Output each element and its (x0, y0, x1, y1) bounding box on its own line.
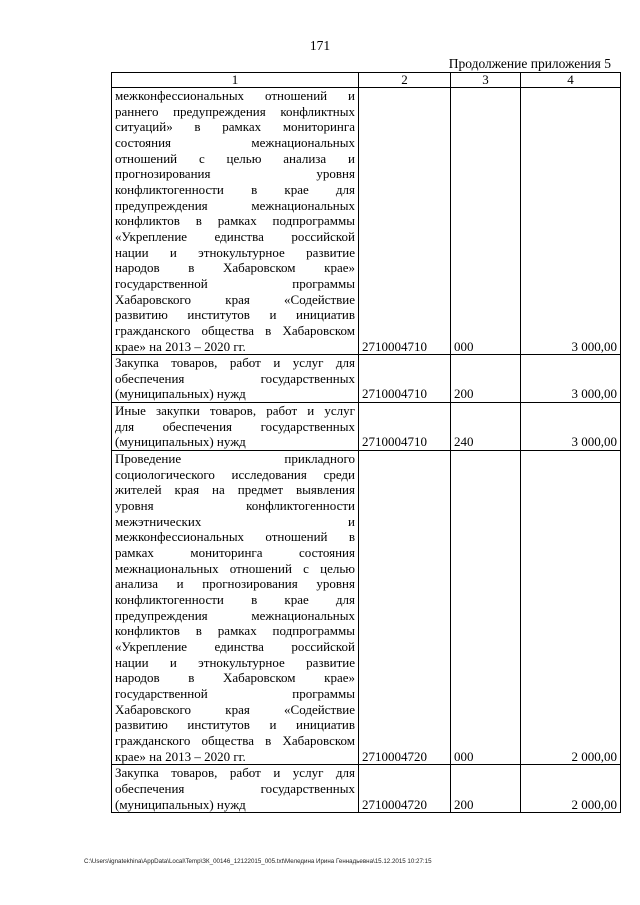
description-line: анализа и прогнозирования уровня (115, 576, 355, 592)
target-article-code: 2710004710 (359, 88, 451, 355)
table-header-row (112, 73, 621, 88)
description-line: межэтнических и (115, 513, 355, 529)
appendix-continuation-label: Продолжение приложения 5 (448, 56, 611, 71)
description-line: предупреждения межнациональных (115, 607, 355, 623)
description-line: отношений с целью анализа и (115, 150, 355, 166)
table-row (112, 355, 621, 403)
description-line: обеспечения государственных (115, 370, 355, 386)
description-line: жителей края на предмет выявления (115, 482, 355, 498)
description-line: конфликтогенности в крае для (115, 592, 355, 607)
budget-table (111, 72, 621, 813)
description-line: «Укрепление единства российской (115, 638, 355, 654)
description-line: Иные закупки товаров, работ и услуг (115, 403, 355, 419)
item-description (112, 403, 359, 451)
description-line: уровня конфликтогенности (115, 498, 355, 514)
description-line: социологического исследования среди (115, 466, 355, 482)
expense-type-code: 200 (451, 355, 521, 403)
description-line: крае» на 2013 – 2020 гг. (115, 338, 246, 354)
description-line: конфликтогенности в крае для (115, 181, 355, 197)
column-header-3: 3 (451, 73, 521, 88)
description-line: народов в Хабаровском крае» (115, 670, 355, 686)
description-line: конфликтов в рамках подпрограммы (115, 213, 355, 229)
description-line: Закупка товаров, работ и услуг для (115, 355, 355, 371)
file-path-footer: C:\Users\ignatekhina\AppData\Local\Temp\ЗК_00146_12122015_005.txt\Меледина Ирина Геннадьевна\15.12.2015 10:27:15 (84, 858, 432, 865)
target-article-code: 2710004720 (359, 451, 451, 765)
description-line: межконфессиональных отношений в (115, 529, 355, 545)
description-line: раннего предупреждения конфликтных (115, 103, 355, 119)
description-line: (муниципальных) нужд (115, 434, 246, 450)
amount-value: 2 000,00 (521, 765, 621, 813)
description-line: гражданского общества в Хабаровском (115, 322, 355, 338)
item-description (112, 451, 359, 765)
amount-value: 3 000,00 (521, 355, 621, 403)
description-line: межнациональных отношений с целью (115, 560, 355, 576)
column-header-2: 2 (359, 73, 451, 88)
table-row (112, 451, 621, 765)
table-row (112, 765, 621, 813)
description-line: Хабаровского края «Содействие (115, 291, 355, 307)
description-line: (муниципальных) нужд (115, 796, 246, 812)
amount-value: 3 000,00 (521, 403, 621, 451)
target-article-code: 2710004710 (359, 403, 451, 451)
expense-type-code: 240 (451, 403, 521, 451)
expense-type-code: 200 (451, 765, 521, 813)
description-line: предупреждения межнациональных (115, 197, 355, 213)
description-line: Проведение прикладного (115, 451, 355, 467)
description-line: обеспечения государственных (115, 780, 355, 796)
table-row (112, 403, 621, 451)
column-header-1: 1 (112, 73, 359, 88)
description-line: развитию институтов и инициатив (115, 307, 355, 323)
description-line: рамках мониторинга состояния (115, 545, 355, 561)
page-number: 171 (309, 38, 331, 53)
description-line: ситуаций» в рамках мониторинга (115, 119, 355, 135)
description-line: развитию институтов и инициатив (115, 717, 355, 733)
column-header-4: 4 (521, 73, 621, 88)
description-line: конфликтов в рамках подпрограммы (115, 623, 355, 639)
amount-value: 2 000,00 (521, 451, 621, 765)
expense-type-code: 000 (451, 451, 521, 765)
table-row (112, 88, 621, 355)
description-line: Закупка товаров, работ и услуг для (115, 765, 355, 781)
description-line: государственной программы (115, 275, 355, 291)
description-line: крае» на 2013 – 2020 гг. (115, 748, 246, 764)
item-description (112, 88, 359, 355)
description-line: государственной программы (115, 685, 355, 701)
item-description (112, 765, 359, 813)
amount-value: 3 000,00 (521, 88, 621, 355)
description-line: состояния межнациональных (115, 134, 355, 150)
target-article-code: 2710004710 (359, 355, 451, 403)
expense-type-code: 000 (451, 88, 521, 355)
description-line: межконфессиональных отношений и (115, 88, 355, 103)
description-line: гражданского общества в Хабаровском (115, 732, 355, 748)
description-line: для обеспечения государственных (115, 418, 355, 434)
description-line: народов в Хабаровском крае» (115, 260, 355, 276)
description-line: нации и этнокультурное развитие (115, 654, 355, 670)
description-line: (муниципальных) нужд (115, 386, 246, 402)
description-line: прогнозирования уровня (115, 166, 355, 182)
target-article-code: 2710004720 (359, 765, 451, 813)
table-body (112, 88, 621, 813)
description-line: нации и этнокультурное развитие (115, 244, 355, 260)
description-line: «Укрепление единства российской (115, 228, 355, 244)
description-line: Хабаровского края «Содействие (115, 701, 355, 717)
item-description (112, 355, 359, 403)
